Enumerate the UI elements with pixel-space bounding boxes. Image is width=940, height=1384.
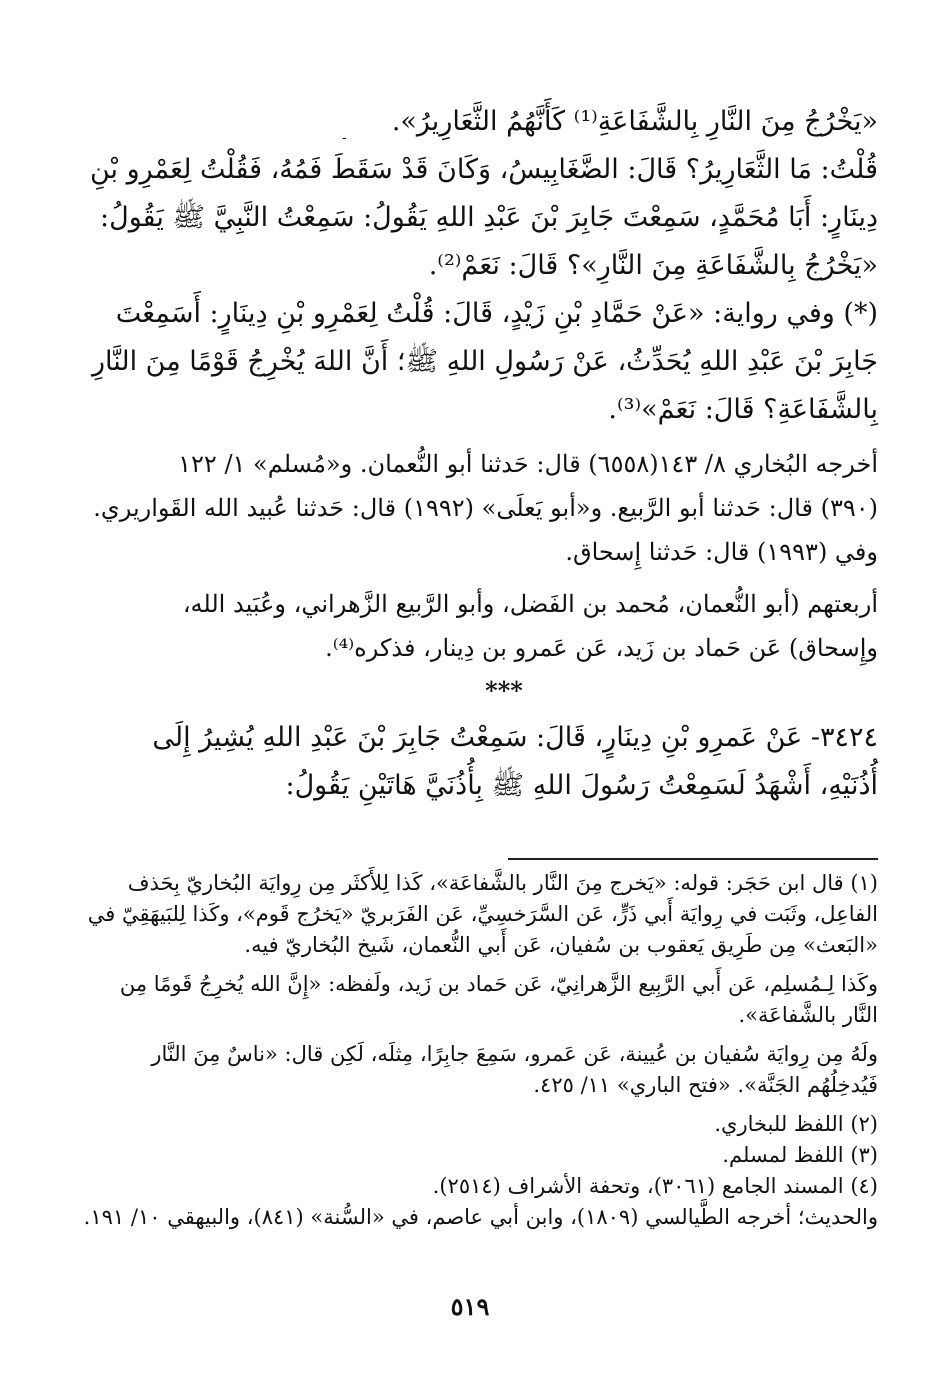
- footnote-line: وكَذا لِـمُسلِم، عَن أَبي الرَّبِيع الزَّهرانِيّ، عَن حَماد بن زَيد، ولَفظه: «إِنَّ الله يُخرِجُ قَومًا مِن: [119, 972, 878, 996]
- footnotes: [83, 868, 878, 1233]
- source-paragraph: [93, 442, 878, 574]
- source-line: (٣٩٠) قال: حَدثنا أبو الرَّبيع. و«أبو يَعلَى» (١٩٩٢) قال: حَدثنا عُبيد الله القَواريري.: [93, 494, 878, 522]
- hadith-line: ٣٤٢٤- عَنْ عَمرِو بْنِ دِينَارٍ، قَالَ: سَمِعْتُ جَابِرَ بْنَ عَبْدِ اللهِ يُشِيرُ إِلَى: [152, 722, 878, 753]
- footnote-divider: [508, 858, 878, 860]
- footnote-3: [130, 1140, 878, 1171]
- source-line: أخرجه البُخاري ٨/ ١٤٣(٦٥٥٨) قال: حَدثنا أبو النُّعمان. و«مُسلم» ١/ ١٢٢: [178, 450, 878, 478]
- footnote-1-continued: [119, 969, 878, 1031]
- page-number: ٥١٩: [450, 1292, 490, 1321]
- text-line: بِالشَّفَاعَةِ؟ قَالَ: نَعَمْ»⁽³⁾.: [608, 394, 878, 425]
- footnote-line: (١) قال ابن حَجَر: قوله: «يَخرج مِنَ النَّار بالشَّفاعَة»، كَذا لِلأَكثَر مِن رِوايَة البُخاريّ بِحَذف: [127, 871, 878, 895]
- footnote-2: [130, 1109, 878, 1140]
- text-line: «يَخْرُجُ بِالشَّفَاعَةِ مِنَ النَّارِ»؟ قَالَ: نَعَمْ⁽²⁾.: [428, 250, 878, 281]
- text-line: جَابِرَ بْنَ عَبْدِ اللهِ يُحَدِّثُ، عَنْ رَسُولِ اللهِ ﷺ؛ أَنَّ اللهَ يُخْرِجُ قَوْمًا مِنَ النَّارِ: [91, 346, 878, 377]
- footnote-line: النَّار بالشَّفاعَة».: [738, 1003, 878, 1027]
- narrators-paragraph: [130, 582, 878, 670]
- footnote-line: «البَعث» مِن طَرِيق يَعقوب بن سُفيان، عَن أَبي النُّعمان، شَيخ البُخاريّ فيه.: [244, 933, 878, 957]
- footnote-1: [87, 868, 878, 961]
- footnote-line: والحديث؛ أخرجه الطَّيالسي (١٨٠٩)، وابن أبي عاصم، في «السُّنة» (٨٤١)، والبيهقي ١٠/ ١٩١.: [83, 1205, 878, 1229]
- footnote-line: فَيُدخِلُهُم الجَنَّة». «فتح الباري» ١١/ ٤٢٥.: [533, 1073, 878, 1097]
- footnote-1-continued-2: [130, 1039, 878, 1101]
- text-line: (*) وفي رواية: «عَنْ حَمَّادِ بْنِ زَيْدٍ، قَالَ: قُلْتُ لِعَمْرِو بْنِ دِينَارٍ: أَسَمِعْتَ: [115, 298, 878, 329]
- hadith-line: أُذُنَيْهِ، أَشْهَدُ لَسَمِعْتُ رَسُولَ اللهِ ﷺ بِأُذُنَيَّ هَاتَيْنِ يَقُولُ:: [285, 770, 878, 801]
- narrators-line: أربعتهم (أبو النُّعمان، مُحمد بن الفَضل، وأبو الرَّبيع الزَّهراني، وعُبَيد الله،: [182, 590, 878, 618]
- footnote-line: (٤) المسند الجامع (٣٠٦١)، وتحفة الأشراف (٢٥١٤).: [432, 1174, 878, 1198]
- text-line: قُلْتُ: مَا الثَّعَارِيرُ؟ قَالَ: الضَّغَابِيسُ، وَكَانَ قَدْ سَقَطَ فَمُهُ، فَقُلْتُ لِعَمْرِو بْنِ: [89, 154, 878, 185]
- footnote-line: (٣) اللفظ لمسلم.: [722, 1143, 878, 1167]
- footnote-4: [83, 1171, 878, 1233]
- narrators-line: وإِسحاق) عَن حَماد بن زَيد، عَن عَمرو بن دِينار، فذكره⁽⁴⁾.: [325, 634, 878, 662]
- footnote-line: ولَهُ مِن رِوايَة سُفيان بن عُيينة، عَن عَمرو، سَمِعَ جابِرًا، مِثلَه، لَكِن قال: «ناسٌ مِنَ النَّار: [151, 1042, 878, 1066]
- ink-speck: -: [342, 130, 347, 146]
- source-line: وفي (١٩٩٣) قال: حَدثنا إِسحاق.: [565, 538, 878, 566]
- text-line: «يَخْرُجُ مِنَ النَّارِ بِالشَّفَاعَةِ⁽¹⁾ كَأَنَّهُمُ الثَّعَارِيرُ».: [391, 106, 878, 137]
- footnote-line: (٢) اللفظ للبخاري.: [714, 1112, 878, 1136]
- section-separator: ***: [485, 676, 523, 705]
- main-text: [89, 98, 878, 810]
- footnote-line: الفاعِل، وثَبَت في رِوايَة أَبي ذَرٍّ، عَن السَّرَخسِيِّ، عَن الفَرَبريّ «يَخرُج قَوم»، وكَذا لِلبَيهَقِيّ في: [87, 902, 878, 926]
- text-line: دِينَارٍ: أَبَا مُحَمَّدٍ، سَمِعْتَ جَابِرَ بْنَ عَبْدِ اللهِ يَقُولُ: سَمِعْتُ النَّبِيَّ ﷺ يَقُولُ:: [100, 202, 878, 233]
